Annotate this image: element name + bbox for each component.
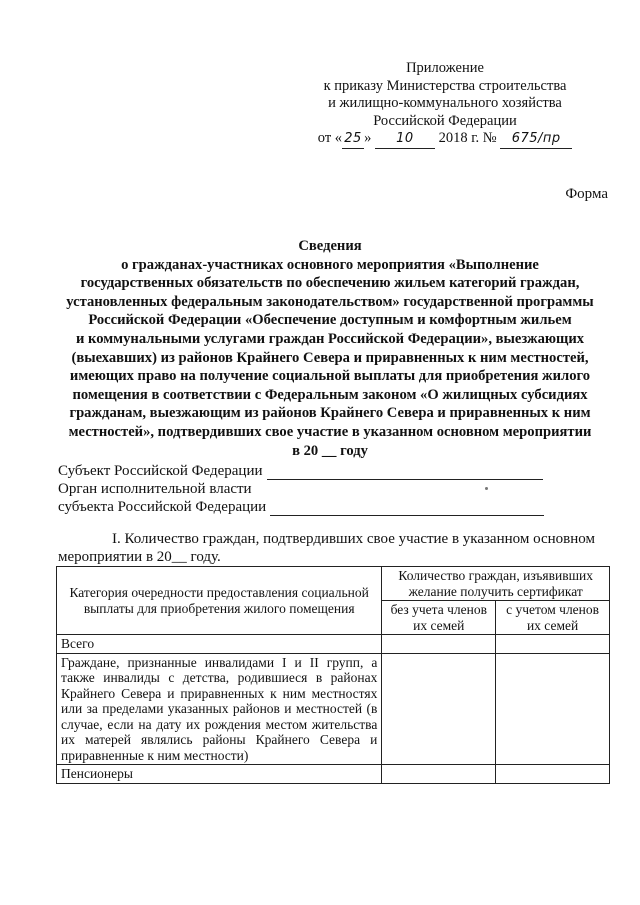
title-line: гражданам, выезжающим из районов Крайнего Севера и приравненных к ним [69,405,591,422]
title-line: помещения в соответствии с Федеральным законом «О жилищных субсидиях [72,386,588,403]
date-day: 25 [342,130,364,149]
header-category: Категория очередности предоставления социальной выплаты для приобретения жилого помещения [57,567,382,635]
appendix-line-3: и жилищно-коммунального хозяйства [328,95,562,111]
title-line: и коммунальными услугами граждан Российской Федерации», выезжающих [75,330,585,347]
appendix-line-1: Приложение [406,60,484,76]
title-heading: Сведения [298,238,362,254]
form-label: Форма [565,186,608,202]
authority-row-2 [58,498,618,516]
title-line: в 20 __ году [292,442,368,459]
appendix-line-4: Российской Федерации [373,112,517,129]
row-cell-with[interactable] [496,765,610,784]
section-1-line-a: I. Количество граждан, подтвердивших свое участие в указанном основном [112,531,595,547]
subject-fill-line[interactable] [267,465,543,480]
authority-label-2: субъекта Российской Федерации [58,499,267,515]
title-line: имеющих право на получение социальной выплаты для приобретения жилого [69,368,591,385]
participants-table [56,566,610,784]
title-line: о гражданах-участниках основного мероприятия «Выполнение [121,256,539,273]
date-mid: » [364,130,372,146]
appendix-line-2: к приказу Министерства строительства [323,77,567,94]
table-row [57,635,610,654]
subject-fields [58,462,618,516]
order-number: 675/пр [500,130,572,149]
row-cell-without[interactable] [382,653,496,765]
row-category: Граждане, признанные инвалидами I и II групп, а также инвалиды с детства, родившиеся в районах Крайнего Севера и приравненных к ним местностях или за пределами указанных районов и местностей (в случае, если на дату их рождения местом жительства их матерей являлись районы Крайнего Севера и приравненные к ним местности) [57,653,382,765]
row-cell-without[interactable] [382,635,496,654]
date-year: 2018 г. № [438,130,497,146]
header-count: Количество граждан, изъявивших желание получить сертификат [382,567,610,601]
table-header-row [57,567,610,601]
section-1-line-b: мероприятии в 20__ году. [58,549,221,565]
row-category: Всего [57,635,382,654]
title-line: государственных обязательств по обеспечению жильем категорий граждан, [80,275,580,292]
appendix-block [280,60,610,149]
document-title [50,237,610,460]
title-line: местностей», подтвердивших свое участие в указанном основном мероприятии [68,423,592,440]
subheader-with-family: с учетом членов их семей [496,601,610,635]
title-line: установленных федеральным законодательством» государственной программы [66,293,594,310]
table-row [57,653,610,765]
order-date-line [318,130,572,149]
row-cell-with[interactable] [496,653,610,765]
row-category: Пенсионеры [57,765,382,784]
date-prefix: от « [317,130,343,146]
row-cell-without[interactable] [382,765,496,784]
title-line: Российской Федерации «Обеспечение доступным и комфортным жильем [88,312,572,329]
subject-row [58,462,618,480]
authority-label: Орган исполнительной власти [58,481,252,497]
subject-label: Субъект Российской Федерации [58,463,263,479]
authority-row [58,480,618,498]
authority-fill-line[interactable] [270,501,544,516]
section-1-text [58,530,610,566]
subheader-without-family: без учета членов их семей [382,601,496,635]
table-row [57,765,610,784]
scan-speck [485,487,488,490]
row-cell-with[interactable] [496,635,610,654]
date-month: 10 [375,130,435,149]
title-line: (выехавших) из районов Крайнего Севера и приравненных к ним местностей, [71,349,589,366]
